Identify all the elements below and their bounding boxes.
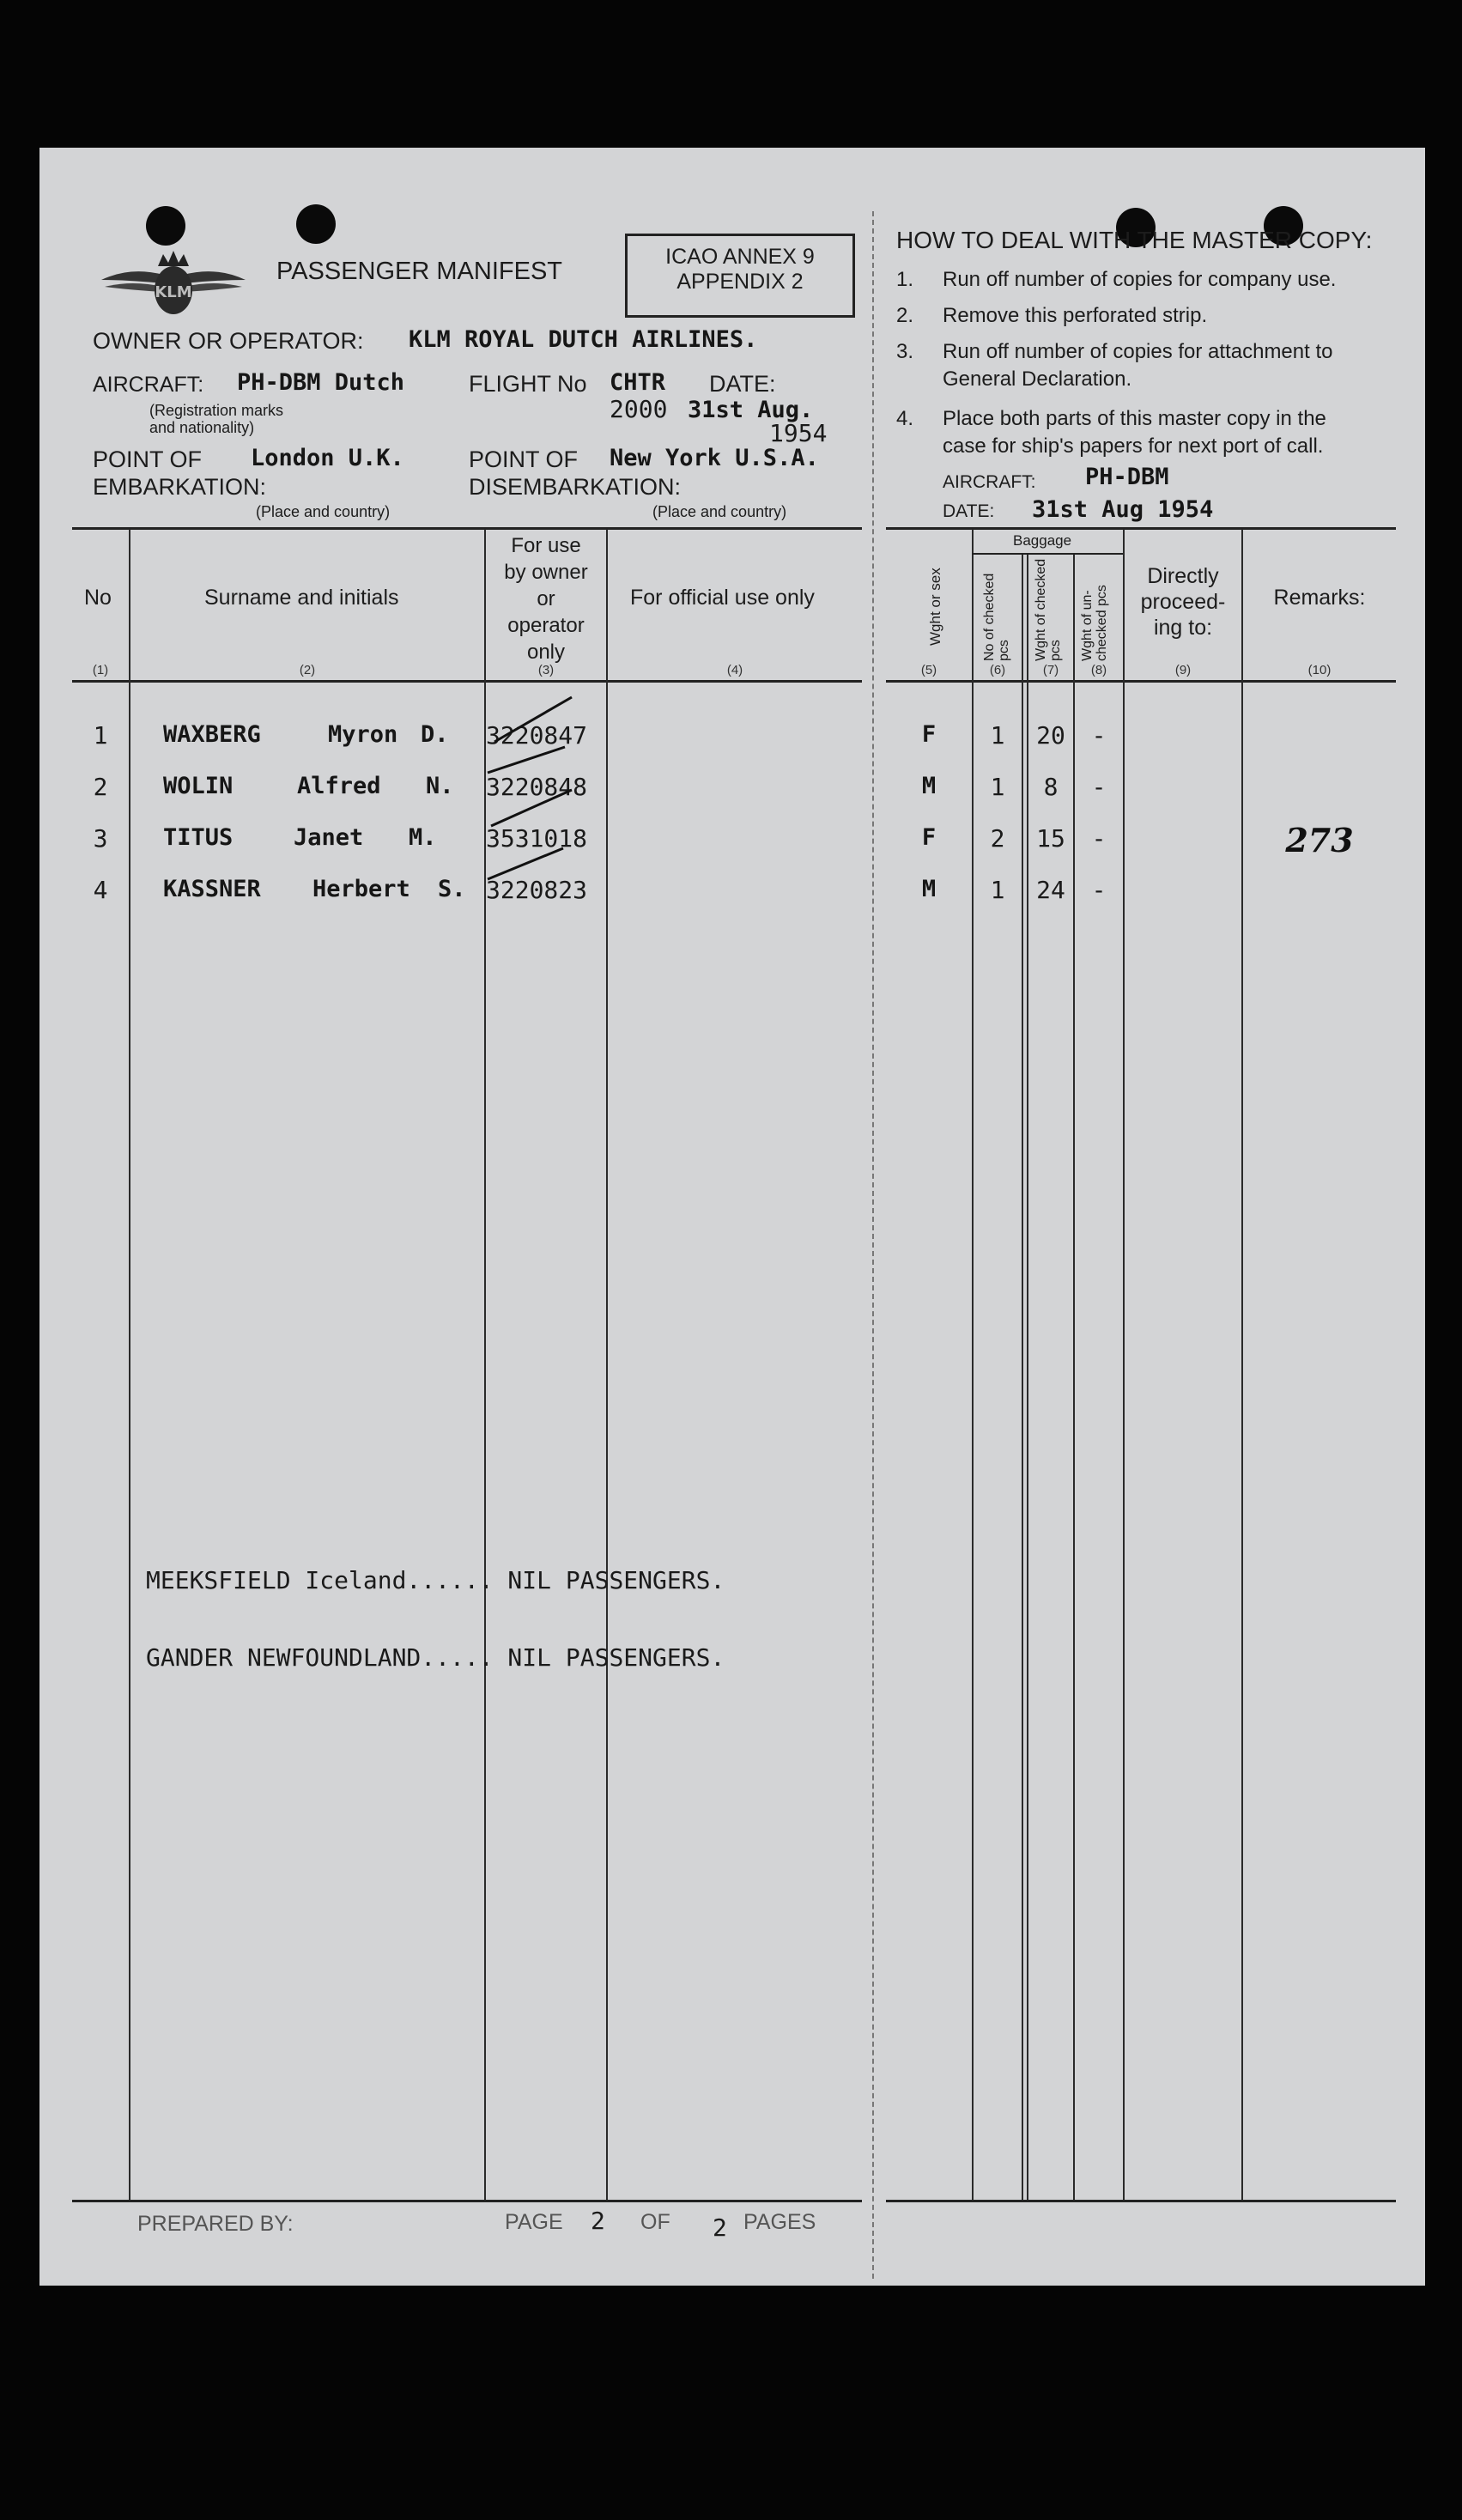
rule [886,680,1396,683]
column-header-owner-use: For use by owner or operator only [504,534,588,664]
embark-label: EMBARKATION: [93,474,267,500]
passenger-no: 1 [93,721,108,750]
baggage-wght: 20 [1036,721,1065,750]
passenger-initial: M. [409,824,437,851]
rule [72,2200,862,2202]
baggage-pcs: 1 [990,876,1005,904]
owner-label: OWNER OR OPERATOR: [93,328,364,354]
column-number: (5) [920,663,937,677]
disembark-label: POINT OF [469,446,579,472]
manifest-sheet [39,148,1425,2286]
passenger-no: 2 [93,773,108,801]
strip-aircraft-label: AIRCRAFT: [943,472,1036,492]
column-number: (10) [1307,663,1332,677]
strip-date-value: 31st Aug 1954 [1032,496,1214,523]
column-header-no: No [84,586,112,610]
column-number: (6) [989,663,1006,677]
passenger-given: Alfred [297,773,381,799]
page-number: 2 [591,2207,605,2235]
instructions-title: HOW TO DEAL WITH THE MASTER COPY: [896,227,1373,253]
place-note: (Place and country) [652,503,787,520]
baggage-unchecked: - [1091,876,1107,904]
date-year: 1954 [769,419,828,447]
column-number: (7) [1042,663,1059,677]
column-header-unchecked-wght: Wght of un-checked pcs [1080,585,1109,661]
passenger-code: 3220823 [486,876,588,904]
passenger-initial: S. [438,876,466,902]
strip-aircraft-value: PH-DBM [1085,464,1169,490]
baggage-wght: 24 [1036,876,1065,904]
column-number: (9) [1174,663,1192,677]
baggage-wght: 15 [1036,824,1065,853]
column-number: (4) [726,663,743,677]
passenger-sex: F [921,824,937,851]
rule [72,680,862,683]
check-marks [443,689,598,912]
passenger-given: Herbert [312,876,410,902]
passenger-surname: TITUS [163,824,234,851]
column-number: (2) [299,663,316,677]
column-header-checked-pcs: No of checked pcs [982,573,1011,661]
remarks-value: 273 [1285,821,1354,859]
passenger-sex: F [921,721,937,748]
rule [886,527,1396,530]
rule [886,2200,1396,2202]
date-value: 31st Aug. [688,397,814,423]
table-row [39,821,1425,859]
baggage-unchecked: - [1091,824,1107,853]
flight-value: CHTR [610,369,666,396]
passenger-code: 3531018 [486,824,588,853]
registration-note: and nationality) [149,419,255,436]
passenger-given: Myron [328,721,398,748]
icao-line2: APPENDIX 2 [676,270,804,294]
column-header-official: For official use only [630,586,815,610]
flight-label: FLIGHT No [469,371,587,397]
table-row [39,721,1425,756]
baggage-rule [972,553,1123,555]
table-row [39,773,1425,807]
svg-text:KLM: KLM [155,283,192,301]
perforation-line [872,211,874,2279]
column-header-remarks: Remarks: [1273,586,1366,610]
instruction-item: 2. Remove this perforated strip. [896,304,1208,327]
column-header-surname: Surname and initials [204,586,399,610]
aircraft-value: PH-DBM Dutch [237,369,405,396]
baggage-unchecked: - [1091,721,1107,750]
column-header-baggage: Baggage [1013,532,1072,549]
note-line: MEEKSFIELD Iceland...... NIL PASSENGERS. [146,1566,725,1594]
strip-date-label: DATE: [943,501,995,521]
passenger-sex: M [921,876,937,902]
column-header-proceeding: Directly proceed- ing to: [1140,564,1226,640]
passenger-code: 3220847 [486,721,588,750]
baggage-pcs: 1 [990,773,1005,801]
icao-box [625,234,855,318]
passenger-no: 3 [93,824,108,853]
passenger-sex: M [921,773,937,799]
instruction-item: 3. Run off number of copies for attachment to [896,340,1333,363]
disembark-value: New York U.S.A. [610,445,819,471]
passenger-surname: WOLIN [163,773,234,799]
passenger-initial: N. [426,773,454,799]
baggage-pcs: 2 [990,824,1005,853]
column-number: (3) [537,663,555,677]
passenger-surname: KASSNER [163,876,261,902]
passenger-no: 4 [93,876,108,904]
prepared-by-label: PREPARED BY: [137,2212,294,2236]
owner-value: KLM ROYAL DUTCH AIRLINES. [409,326,758,353]
punch-hole [296,204,336,244]
note-line: GANDER NEWFOUNDLAND..... NIL PASSENGERS. [146,1643,725,1672]
baggage-wght: 8 [1043,773,1059,801]
instruction-item-cont: case for ship's papers for next port of call. [943,434,1324,458]
embark-value: London U.K. [251,445,404,471]
passenger-code: 3220848 [486,773,588,801]
disembark-label: DISEMBARKATION: [469,474,682,500]
registration-note: (Registration marks [149,402,284,419]
column-header-weight-sex: Wght or sex [927,568,943,646]
klm-crown-logo-icon [96,240,251,319]
baggage-pcs: 1 [990,721,1005,750]
date-label: DATE: [709,371,776,397]
baggage-unchecked: - [1091,773,1107,801]
instruction-item-cont: General Declaration. [943,367,1132,391]
instruction-item: 4. Place both parts of this master copy in the [896,407,1326,430]
column-number: (8) [1090,663,1107,677]
table-row [39,876,1425,910]
page-label: PAGE [505,2210,563,2234]
column-number: (1) [92,663,109,677]
instruction-item: 1. Run off number of copies for company use. [896,268,1337,291]
passenger-given: Janet [294,824,364,851]
embark-label: POINT OF [93,446,203,472]
passenger-surname: WAXBERG [163,721,261,748]
form-title: PASSENGER MANIFEST [276,258,563,285]
aircraft-label: AIRCRAFT: [93,373,204,397]
instructions-list [896,268,1411,469]
rule [72,527,862,530]
place-note: (Place and country) [256,503,391,520]
icao-line1: ICAO ANNEX 9 [665,245,815,269]
page-total: 2 [713,2213,727,2242]
passenger-initial: D. [421,721,449,748]
column-header-checked-wght: Wght of checked pcs [1034,558,1063,661]
of-label: OF [640,2210,670,2234]
pages-label: PAGES [743,2210,816,2234]
flight-time: 2000 [610,395,668,423]
